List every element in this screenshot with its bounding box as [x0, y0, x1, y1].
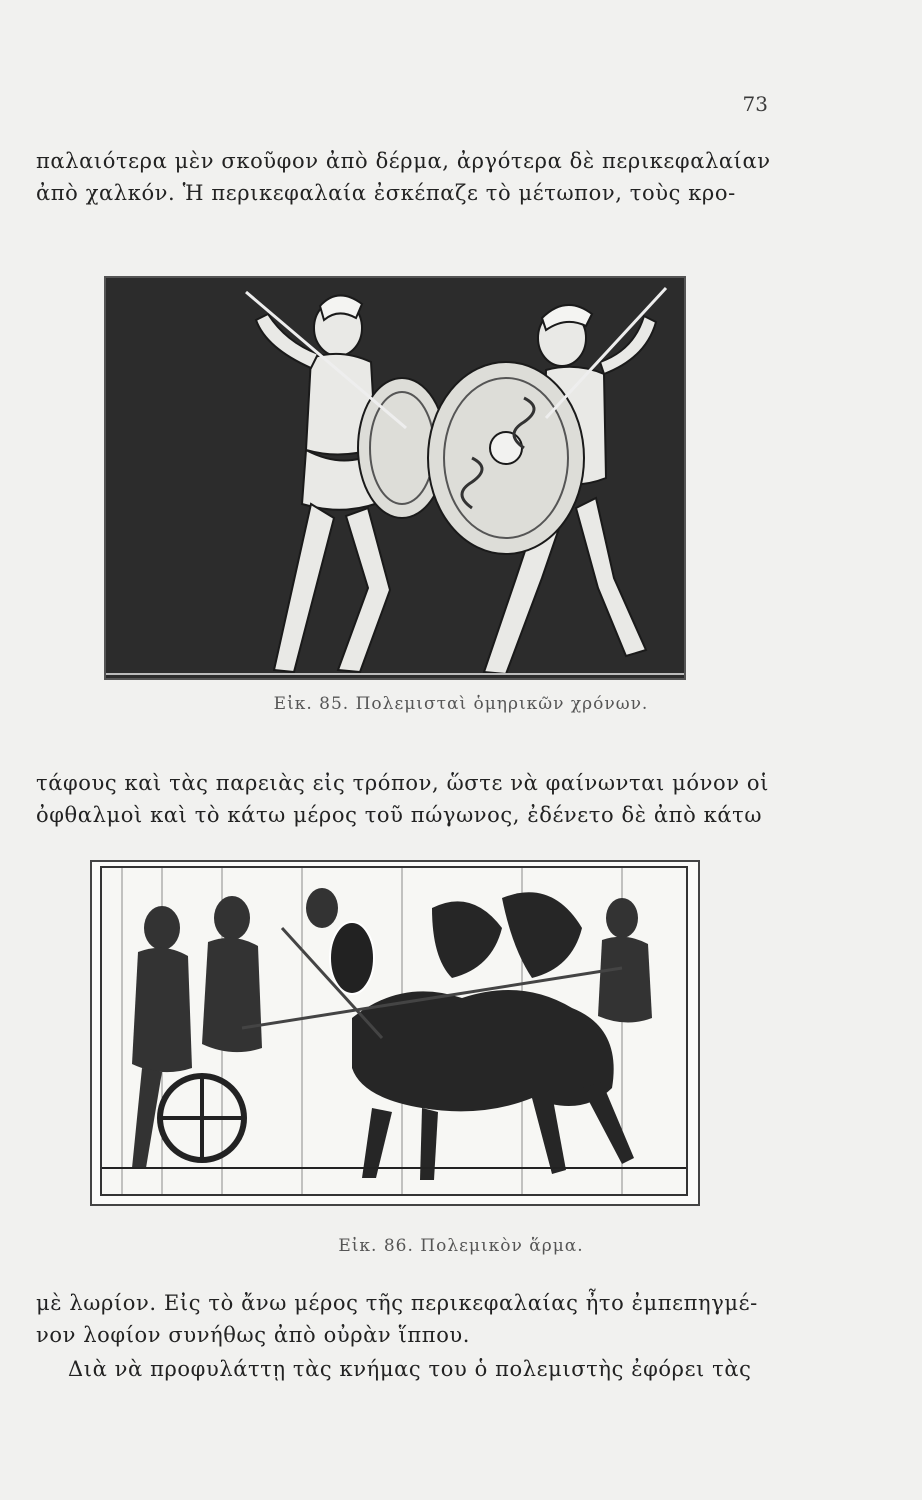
- text-line-2: ἀπὸ χαλκόν. Ἡ περικεφαλαία ἐσκέπαζε τὸ μέτωπον, τοὺς κρο-: [36, 181, 736, 205]
- text-line-4: ὀφθαλμοὶ καὶ τὸ κάτω μέρος τοῦ πώγωνος, ἐδένετο δὲ ἀπὸ κάτω: [36, 803, 763, 827]
- text-line-3: τάφους καὶ τὰς παρειὰς εἰς τρόπον, ὥστε νὰ φαίνωνται μόνον οἱ: [36, 771, 769, 795]
- text-line-5: μὲ λωρίον. Εἰς τὸ ἄνω μέρος τῆς περικεφαλαίας ἦτο ἐμπεπηγμέ-: [36, 1291, 758, 1315]
- figure-86-caption: Εἰκ. 86. Πολεμικὸν ἅρμα.: [338, 1236, 584, 1256]
- figure-warriors-image: [104, 276, 686, 680]
- figure-85-caption: Εἰκ. 85. Πολεμισταὶ ὁμηρικῶν χρόνων.: [273, 694, 649, 714]
- text-line-1: παλαιότερα μὲν σκοῦφον ἀπὸ δέρμα, ἀργότερα δὲ περικεφαλαίαν: [36, 149, 771, 173]
- figure-chariot-image: [100, 866, 688, 1196]
- text-line-7: Διὰ νὰ προφυλάττῃ τὰς κνήμας του ὁ πολεμιστὴς ἐφόρει τὰς: [68, 1357, 752, 1381]
- text-line-6: νον λοφίον συνήθως ἀπὸ οὐρὰν ἵππου.: [36, 1323, 471, 1347]
- page-number: 73: [742, 92, 768, 116]
